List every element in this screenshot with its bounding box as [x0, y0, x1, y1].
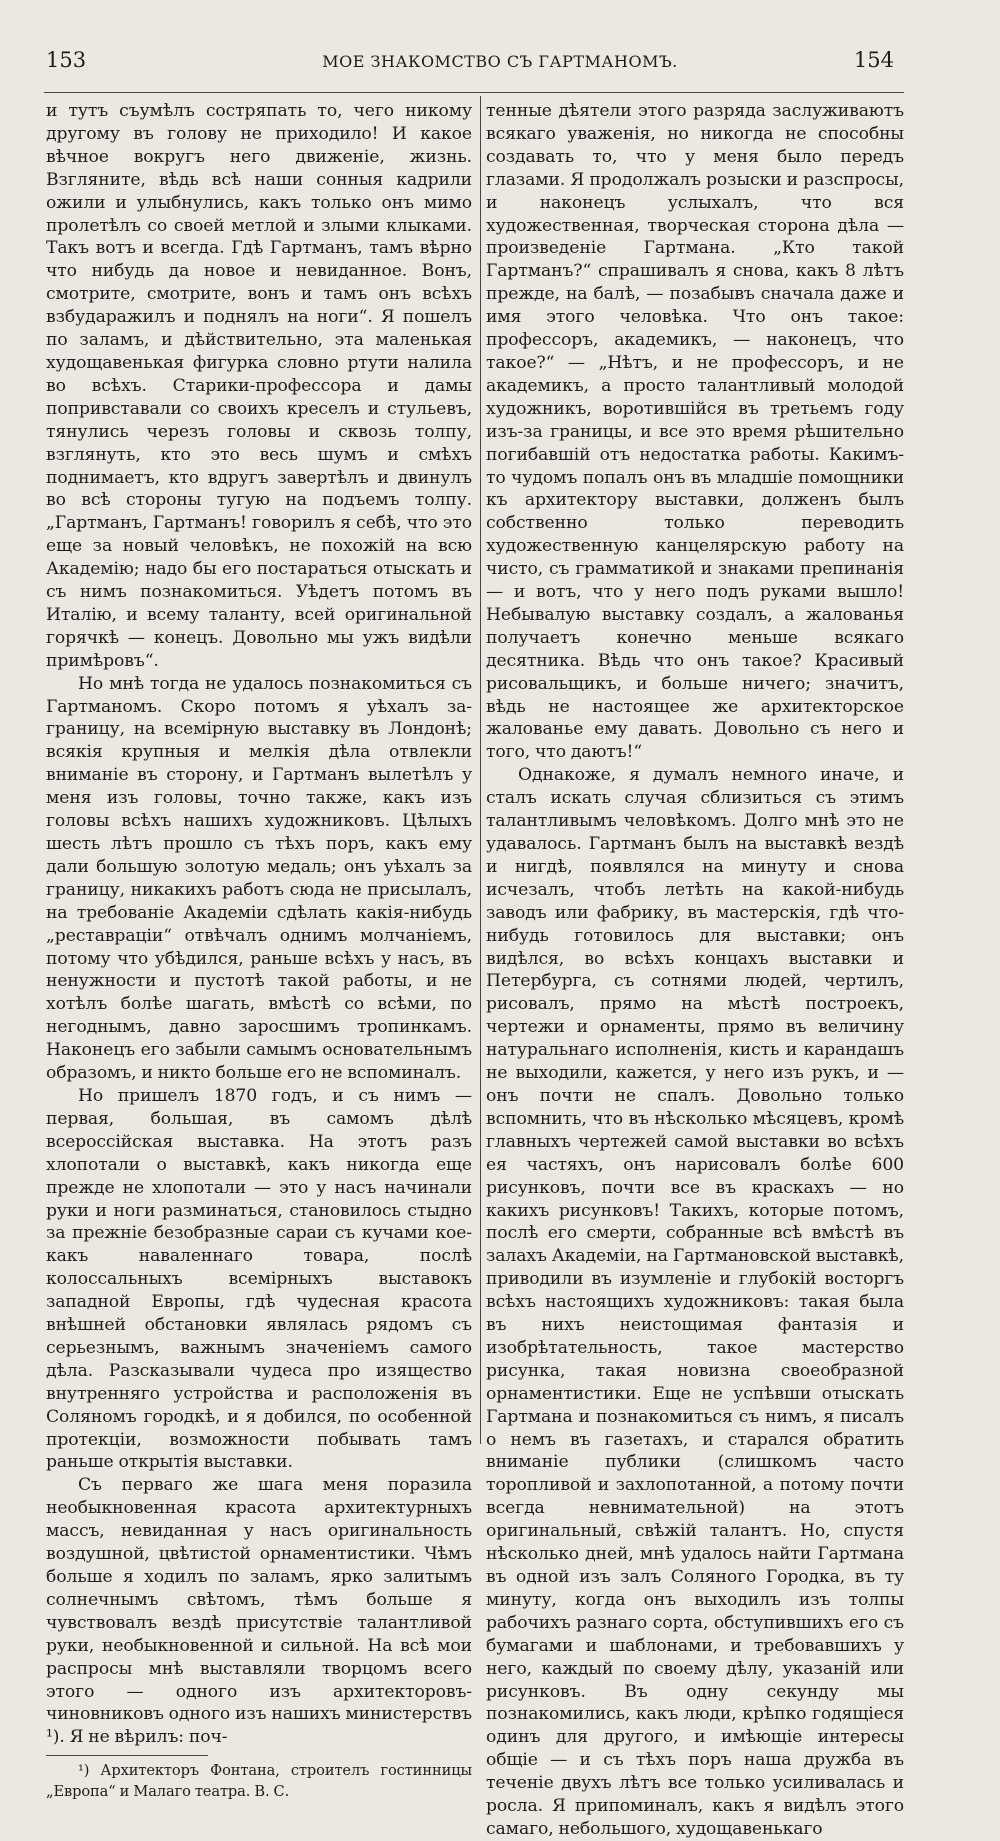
paragraph: и тутъ съумѣлъ состряпать то, чего никому другому въ голову не приходило! И какое вѣчное вокругъ него движеніе, жизнь. Взгляните, вѣдь всѣ наши сонныя кадрили ожили и улыбнулись, какъ только онъ мимо пролетѣлъ со своей метлой и злыми клыками. Такъ вотъ и всегда. Гдѣ Гартманъ, тамъ вѣрно что нибудь да новое и невиданное. Вонъ, смотрите, смотрите, вонъ и тамъ онъ всѣхъ взбударажилъ и поднялъ на ноги“. Я пошелъ по заламъ, и дѣйствительно, эта маленькая худощавенькая фигурка словно ртути налила во всѣхъ. Старики-профессора и дамы попривставали со своихъ креселъ и стульевъ, тянулись черезъ головы и сквозь толпу, взглянуть, кто это весь шумъ и смѣхъ поднимаетъ, кто вдругъ завертѣлъ и двинулъ во всѣ стороны тугую на подъемъ толпу. „Гартманъ, Гартманъ! говорилъ я себѣ, что это еще за новый человѣкъ, не похожій на всю Академію; надо бы его постараться отыскать и съ нимъ познакомиться. Уѣдетъ потомъ въ Италію, и всему таланту, всей оригинальной горячкѣ — конецъ. Довольно мы ужъ видѣли примѣровъ“. — [46, 101, 472, 671]
header-rule — [44, 92, 904, 93]
paragraph: Съ перваго же шага меня поразила необыкновенная красота архитектурныхъ массъ, невиданная у насъ оригинальность воздушной, цвѣтистой орнаментистики. Чѣмъ больше я ходилъ по заламъ, ярко залитымъ солнечнымъ свѣтомъ, тѣмъ больше я чувствовалъ вездѣ присутствіе талантливой руки, необыкновенной и сильной. На всѣ мои распросы мнѣ выставляли творцомъ всего этого — одного изъ архитекторовъ-чиновниковъ одного изъ нашихъ министерствъ ¹). Я не вѣрилъ: поч- — [46, 1475, 472, 1748]
paragraph: Но мнѣ тогда не удалось познакомиться съ Гартманомъ. Скоро потомъ я уѣхалъ за-границу, на всемірную выставку въ Лондонѣ; всякія крупныя и мелкія дѣла отвлекли вниманіе въ сторону, и Гартманъ вылетѣлъ у меня изъ головы, точно также, какъ изъ головы всѣхъ нашихъ художниковъ. Цѣлыхъ шесть лѣтъ прошло съ тѣхъ поръ, какъ ему дали большую золотую медаль; онъ уѣхалъ за границу, никакихъ работъ сюда не присылалъ, на требованіе Академіи сдѣлать какія-нибудь „реставраціи“ отвѣчалъ однимъ молчаніемъ, потому что убѣдился, раньше всѣхъ у насъ, въ ненужности и пустотѣ такой работы, и не хотѣлъ болѣе шагать, вмѣстѣ со всѣми, по негоднымъ, давно заросшимъ тропинкамъ. Наконецъ его забыли самымъ основательнымъ образомъ, и никто больше его не вспоминалъ. — [46, 673, 472, 1084]
column-divider — [480, 96, 481, 1444]
left-column — [46, 100, 472, 1802]
footnote-rule — [46, 1755, 208, 1756]
running-title: МОЕ ЗНАКОМСТВО СЪ ГАРТМАНОМЪ. — [322, 52, 678, 71]
page-number-left: 153 — [46, 48, 87, 72]
paragraph: Однакоже, я думалъ немного иначе, и сталъ искать случая сблизиться съ этимъ талантливымъ человѣкомъ. Долго мнѣ это не удавалось. Гартманъ былъ на выставкѣ вездѣ и нигдѣ, появлялся на минуту и снова исчезалъ, чтобъ летѣть на какой-нибудь заводъ или фабрику, въ мастерскія, гдѣ что-нибудь готовилось для выставки; онъ видѣлся, во всѣхъ концахъ выставки и Петербурга, съ сотнями людей, чертилъ, рисовалъ, прямо на мѣстѣ построекъ, чертежи и орнаменты, прямо въ величину натуральнаго исполненія, кисть и карандашъ не выходили, кажется, у него изъ рукъ, и — онъ почти не спалъ. Довольно только вспомнить, что въ нѣсколько мѣсяцевъ, кромѣ главныхъ чертежей самой выставки во всѣхъ ея частяхъ, онъ нарисовалъ болѣе 600 рисунковъ, почти все въ краскахъ — но какихъ рисунковъ! Такихъ, которые потомъ, послѣ его смерти, собранные всѣ вмѣстѣ въ залахъ Академіи, на Гартмановской выставкѣ, приводили въ изумленіе и глубокій восторгъ всѣхъ настоящихъ художниковъ: такая была въ нихъ неистощимая фантазія и изобрѣтательность, такое мастерство рисунка, такая новизна своеобразной орнаментистики. Еще не успѣвши отыскать Гартмана и познакомиться съ нимъ, я писалъ о немъ въ газетахъ, и старался обратить вниманіе публики (слишкомъ часто торопливой и захлопотанной, а потому почти всегда невнимательной) на этотъ оригинальный, свѣжій талантъ. Но, спустя нѣсколько дней, мнѣ удалось найти Гартмана въ одной изъ залъ Соляного Городка, въ ту минуту, когда онъ выходилъ изъ толпы рабочихъ разнаго сорта, обступившихъ его съ бумагами и шаблонами, и требовавшихъ у него, каждый по своему дѣлу, указаній или рисунковъ. Въ одну секунду мы познакомились, какъ люди, крѣпко годящіеся одинъ для другого, и имѣющіе интересы общіе — и съ тѣхъ поръ наша дружба въ теченіе двухъ лѣтъ все только усиливалась и росла. Я припоминалъ, какъ я видѣлъ этого самаго, небольшого, худощавенькаго — [486, 765, 904, 1839]
footnote: ¹) Архитекторъ Фонтана, строителъ гостинницы „Европа“ и Малаго театра. В. С. — [46, 1762, 472, 1801]
paragraph: тенные дѣятели этого разряда заслуживаютъ всякаго уваженія, но никогда не способны создавать то, что у меня было передъ глазами. Я продолжалъ розыски и разспросы, и наконецъ услыхалъ, что вся художественная, творческая сторона дѣла — произведеніе Гартмана. „Кто такой Гартманъ?“ спрашивалъ я снова, какъ 8 лѣтъ прежде, на балѣ, — позабывъ сначала даже и имя этого человѣка. Что онъ такое: профессоръ, академикъ, — наконецъ, что такое?“ — „Нѣтъ, и не профессоръ, и не академикъ, а просто талантливый молодой художникъ, воротившійся въ третьемъ году изъ-за границы, и все это время рѣшительно погибавшій отъ недостатка работы. Какимъ-то чудомъ попалъ онъ въ младшіе помощники къ архитектору выставки, долженъ былъ собственно только переводить художественную канцелярскую работу на чисто, съ грамматикой и знаками препинанія — и вотъ, что у него подъ руками вышло! Небывалую выставку создалъ, а жалованья получаетъ конечно меньше всякаго десятника. Вѣдь что онъ такое? Красивый рисовальщикъ, и больше ничего; значитъ, вѣдь не настоящее же архитекторское жалованье ему давать. Довольно съ него и того, что даютъ!“ — [486, 101, 904, 763]
right-column — [486, 100, 904, 1841]
page-number-right: 154 — [853, 48, 894, 72]
paragraph: Но пришелъ 1870 годъ, и съ нимъ — первая, большая, въ самомъ дѣлѣ всероссійская выставка. На этотъ разъ хлопотали о выставкѣ, какъ никогда еще прежде не хлопотали — это у насъ начинали руки и ноги разминаться, становилось стыдно за прежніе безобразные сараи съ кучами кое-какъ наваленнаго товара, послѣ колоссальныхъ всемірныхъ выставокъ западной Европы, гдѣ чудесная красота внѣшней обстановки являлась рядомъ съ серьезнымъ, важнымъ значеніемъ самого дѣла. Разсказывали чудеса про изящество внутренняго устройства и расположенія въ Соляномъ городкѣ, и я добился, по особенной протекціи, возможности побывать тамъ раньше открытія выставки. — [46, 1085, 472, 1473]
running-header — [0, 42, 1000, 82]
